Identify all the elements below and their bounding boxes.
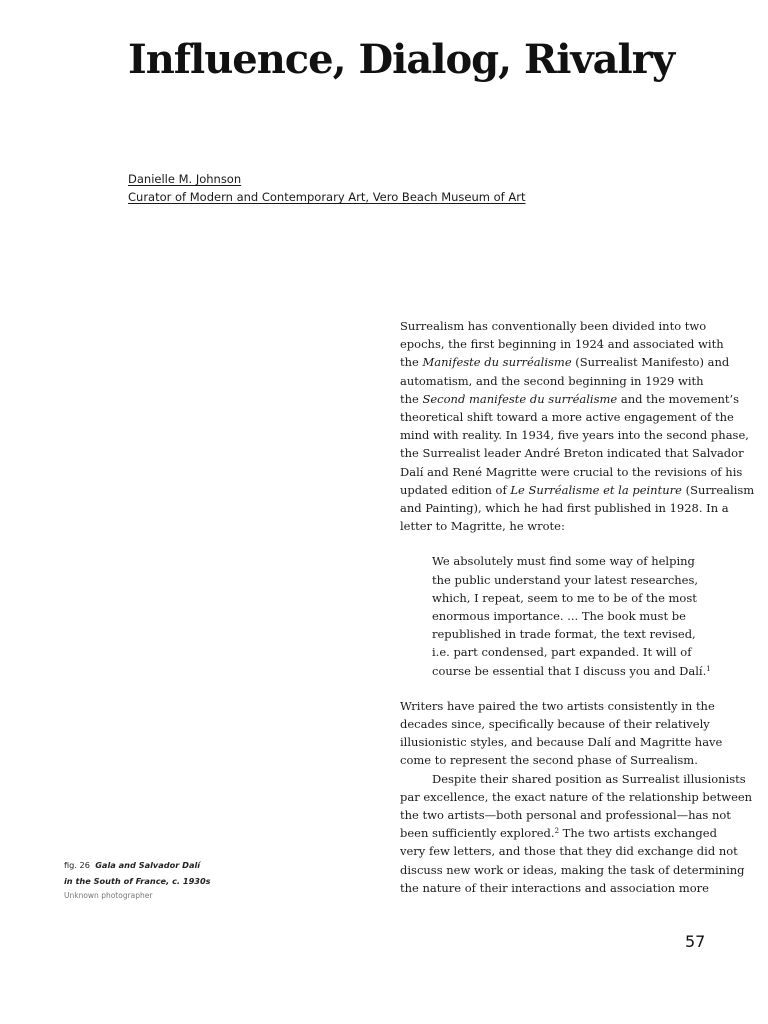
paragraph-3 bbox=[400, 770, 753, 897]
italic-title: Second manifeste du surréalisme bbox=[422, 391, 618, 406]
figure-title-line-2: in the South of France, c. 1930s bbox=[64, 876, 211, 886]
text-line: par excellence, the exact nature of the relationship between bbox=[400, 789, 753, 804]
italic-title: Le Surréalisme et la peinture bbox=[510, 482, 682, 497]
text-line: the Manifeste du surréalisme (Surrealist Manifesto) and bbox=[400, 355, 730, 370]
article-title: Influence, Dialog, Rivalry bbox=[128, 36, 675, 83]
quote-line: the public understand your latest researches, bbox=[432, 572, 699, 587]
quote-line: republished in trade format, the text revised, bbox=[432, 627, 696, 642]
text-line: letter to Magritte, he wrote: bbox=[400, 519, 565, 534]
text-line: mind with reality. In 1934, five years into the second phase, bbox=[400, 428, 749, 443]
text-line: automatism, and the second beginning in 1929 with bbox=[400, 373, 704, 388]
text-line: Surrealism has conventionally been divided into two bbox=[400, 319, 707, 333]
text-line: been sufficiently explored.$^2$ The two artists exchanged bbox=[400, 826, 717, 841]
text-line: illusionistic styles, and because Dalí and Magritte have bbox=[400, 735, 723, 750]
paragraph-1 bbox=[400, 317, 755, 535]
byline bbox=[128, 170, 525, 206]
text-line: and Painting), which he had first published in 1928. In a bbox=[400, 501, 729, 516]
text-line: the nature of their interactions and association more bbox=[400, 880, 709, 895]
text-line: theoretical shift toward a more active engagement of the bbox=[400, 410, 734, 425]
text-line: discuss new work or ideas, making the task of determining bbox=[400, 862, 745, 877]
quote-line: enormous importance. ... The book must be bbox=[432, 609, 686, 624]
text-line: Dalí and René Magritte were crucial to the revisions of his bbox=[400, 464, 743, 479]
figure-caption bbox=[64, 857, 211, 902]
quote-line: i.e. part condensed, part expanded. It will of bbox=[432, 645, 692, 660]
quote-line: course be essential that I discuss you and Dalí.$^1$ bbox=[432, 663, 711, 678]
text-line: come to represent the second phase of Surrealism. bbox=[400, 753, 698, 768]
text-line: updated edition of Le Surréalisme et la peinture (Surrealism bbox=[400, 482, 755, 497]
author-name[interactable]: Danielle M. Johnson bbox=[128, 172, 242, 186]
paragraph-2 bbox=[400, 697, 723, 770]
text-line: Despite their shared position as Surrealist illusionists bbox=[432, 771, 746, 786]
text-line: Writers have paired the two artists consistently in the bbox=[400, 698, 715, 713]
author-affiliation[interactable]: Curator of Modern and Contemporary Art, Vero Beach Museum of Art bbox=[128, 190, 526, 204]
figure-title-line-1: Gala and Salvador Dalí bbox=[95, 860, 201, 870]
footnote-ref[interactable]: 2 bbox=[554, 827, 560, 836]
figure-number: fig. 26 bbox=[64, 860, 90, 870]
block-quote bbox=[400, 552, 710, 679]
text-line: epochs, the first beginning in 1924 and associated with bbox=[400, 337, 724, 352]
text-line: decades since, specifically because of their relatively bbox=[400, 717, 710, 732]
text-line: very few letters, and those that they did exchange did not bbox=[400, 844, 738, 859]
figure-credit: Unknown photographer bbox=[64, 891, 153, 900]
text-line: the two artists—both personal and professional—has not bbox=[400, 808, 731, 823]
text-line: the Second manifeste du surréalisme and the movement’s bbox=[400, 391, 740, 406]
quote-line: We absolutely must find some way of helping bbox=[432, 554, 695, 569]
text-line: the Surrealist leader André Breton indicated that Salvador bbox=[400, 446, 744, 461]
body-text bbox=[400, 317, 755, 897]
italic-title: Manifeste du surréalisme bbox=[422, 355, 572, 370]
quote-line: which, I repeat, seem to me to be of the most bbox=[432, 590, 697, 605]
footnote-ref[interactable]: 1 bbox=[706, 664, 711, 673]
page-number: 57 bbox=[685, 932, 706, 951]
